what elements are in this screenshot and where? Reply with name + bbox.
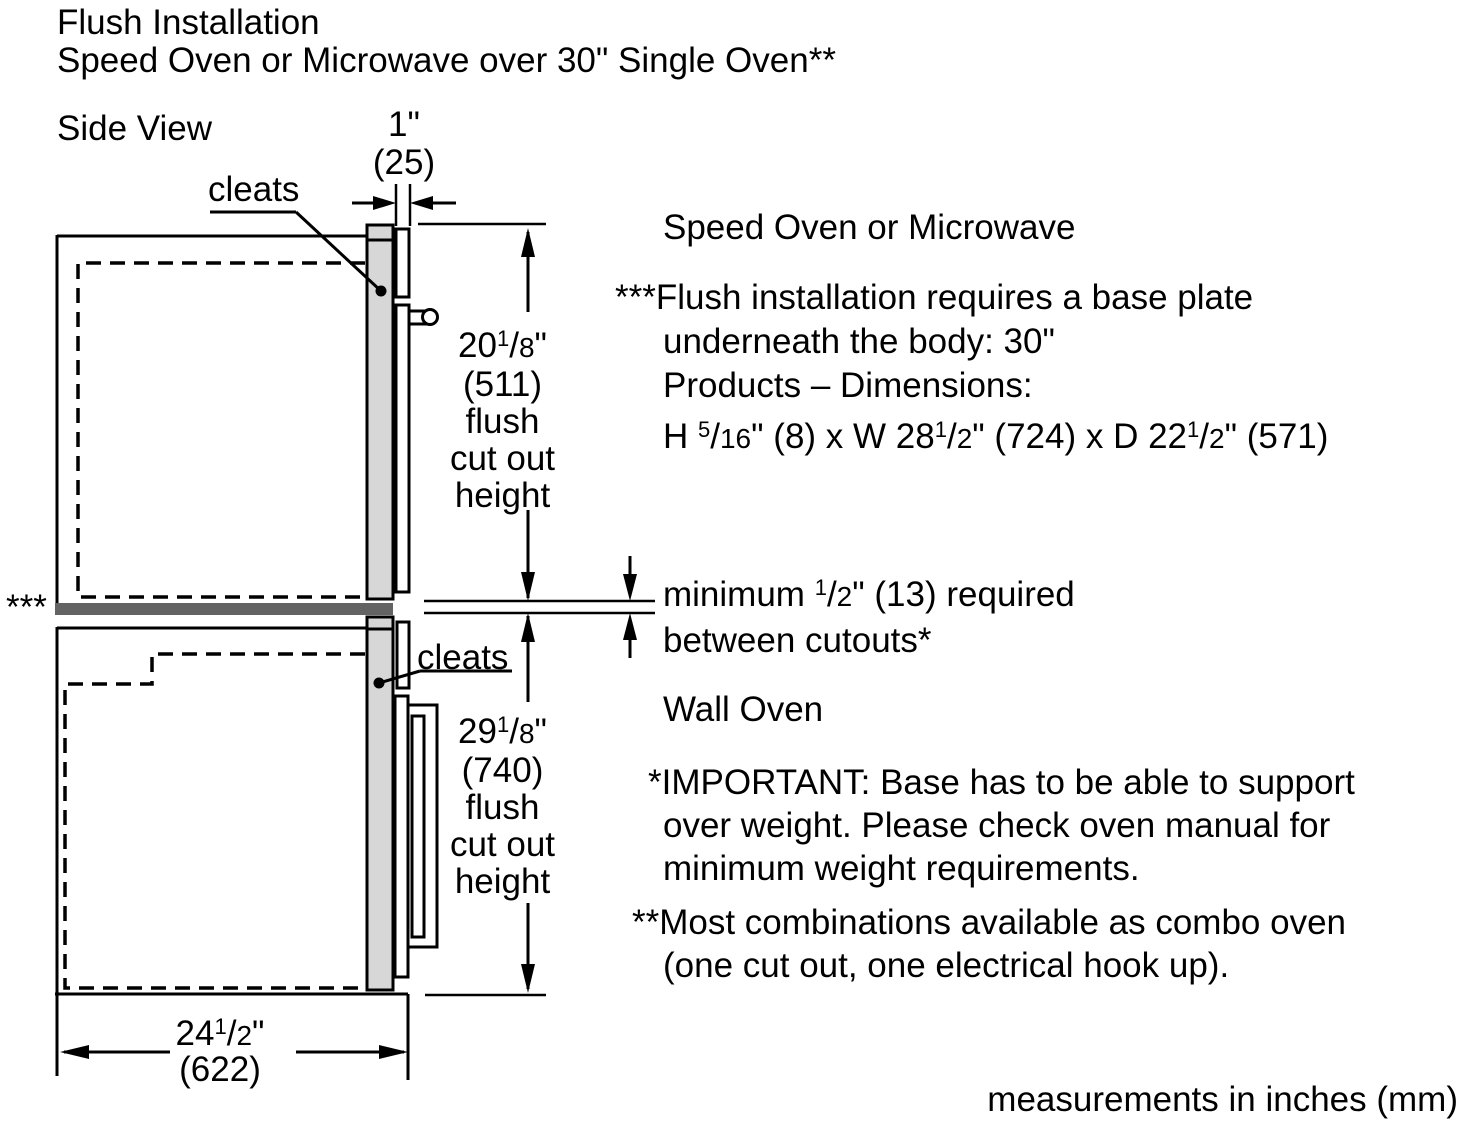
- lower-flush-panel: [367, 617, 393, 990]
- upper-cutout-height-value: $20^1/8$": [458, 326, 547, 365]
- upper-height-dim-arrowhead-up: [521, 228, 535, 257]
- page-title-line1: Flush Installation: [57, 3, 320, 42]
- combo-note: [632, 901, 1346, 987]
- measurements-footer: measurements in inches (mm): [987, 1080, 1458, 1119]
- upper-cutout-height-mm: (511): [462, 365, 543, 404]
- lower-height-dim-arrowhead-up: [521, 613, 535, 642]
- speed-oven-heading: Speed Oven or Microwave: [663, 208, 1076, 247]
- min-gap-arrowhead-down: [623, 574, 637, 601]
- important-note-line2: over weight. Please check oven manual for: [663, 806, 1331, 845]
- page-title-line2: Speed Oven or Microwave over 30" Single Oven**: [57, 41, 836, 80]
- important-note-line3: minimum weight requirements.: [663, 849, 1140, 888]
- flush-note-line3: Products – Dimensions:: [663, 366, 1033, 405]
- lower-height-dim-arrowhead-down: [521, 964, 535, 993]
- upper-oven-body-dashed-outline: [78, 263, 365, 597]
- door-thickness-mm: (25): [372, 143, 436, 182]
- lower-cutout-height-value: $29^1/8$": [458, 712, 547, 751]
- minimum-gap-line1: minimum $^1$/2" (13) required: [663, 575, 1075, 614]
- minimum-gap-line2: between cutouts*: [663, 621, 932, 660]
- lower-cutout-height-mm: (740): [461, 751, 544, 790]
- upper-door-top-segment: [396, 229, 409, 297]
- flush-note-line2: underneath the body: 30": [663, 322, 1055, 361]
- width-dim-arrowhead-right: [379, 1045, 408, 1059]
- lower-cutout-height-dim-label: $29^1/8$" (740) flush cut out height: [420, 706, 585, 900]
- width-dim-arrowhead-left: [60, 1045, 89, 1059]
- base-plate-divider-bar: [55, 603, 393, 615]
- product-dimensions-line: H $^5$/16" (8) x W $28^1/2$" (724) x D $22^1/2$" (571): [663, 417, 1329, 456]
- upper-height-dim-arrowhead-down: [521, 572, 535, 601]
- combo-note-line2: (one cut out, one electrical hook up).: [663, 946, 1230, 985]
- flush-note-line1: ***Flush installation requires a base plate: [615, 278, 1254, 317]
- upper-door-lower-segment: [396, 305, 409, 592]
- wall-oven-heading: Wall Oven: [663, 690, 824, 729]
- side-view-label: Side View: [57, 109, 213, 148]
- minimum-gap-note: [663, 566, 1075, 663]
- upper-cutout-height-dim-label: $20^1/8$" (511) flush cut out height: [420, 320, 585, 514]
- lower-cleats-leader-dot: [374, 678, 385, 689]
- min-gap-arrowhead-up: [623, 613, 637, 640]
- important-note: [648, 761, 1355, 890]
- upper-cleats-label: cleats: [208, 170, 300, 209]
- lower-door-inner-panel: [395, 696, 408, 977]
- combo-note-line1: **Most combinations available as combo oven: [632, 903, 1346, 942]
- flush-installation-note: [615, 276, 1329, 461]
- page-title: [57, 4, 836, 80]
- door-dim-arrowhead-left: [373, 196, 396, 210]
- width-dim-value: $24^1/2$": [175, 1014, 265, 1053]
- width-dim-mm: (622): [179, 1050, 261, 1089]
- upper-cleats-leader-dot: [376, 286, 387, 297]
- lower-cleats-label: cleats: [417, 638, 509, 677]
- important-note-line1: *IMPORTANT: Base has to be able to support: [648, 763, 1355, 802]
- door-thickness-inches: 1": [388, 105, 420, 144]
- base-plate-stars-marker: ***: [6, 588, 47, 627]
- door-thickness-dim-label: [344, 106, 464, 182]
- door-dim-arrowhead-right: [410, 196, 433, 210]
- lower-oven-body-dashed-outline: [65, 654, 365, 988]
